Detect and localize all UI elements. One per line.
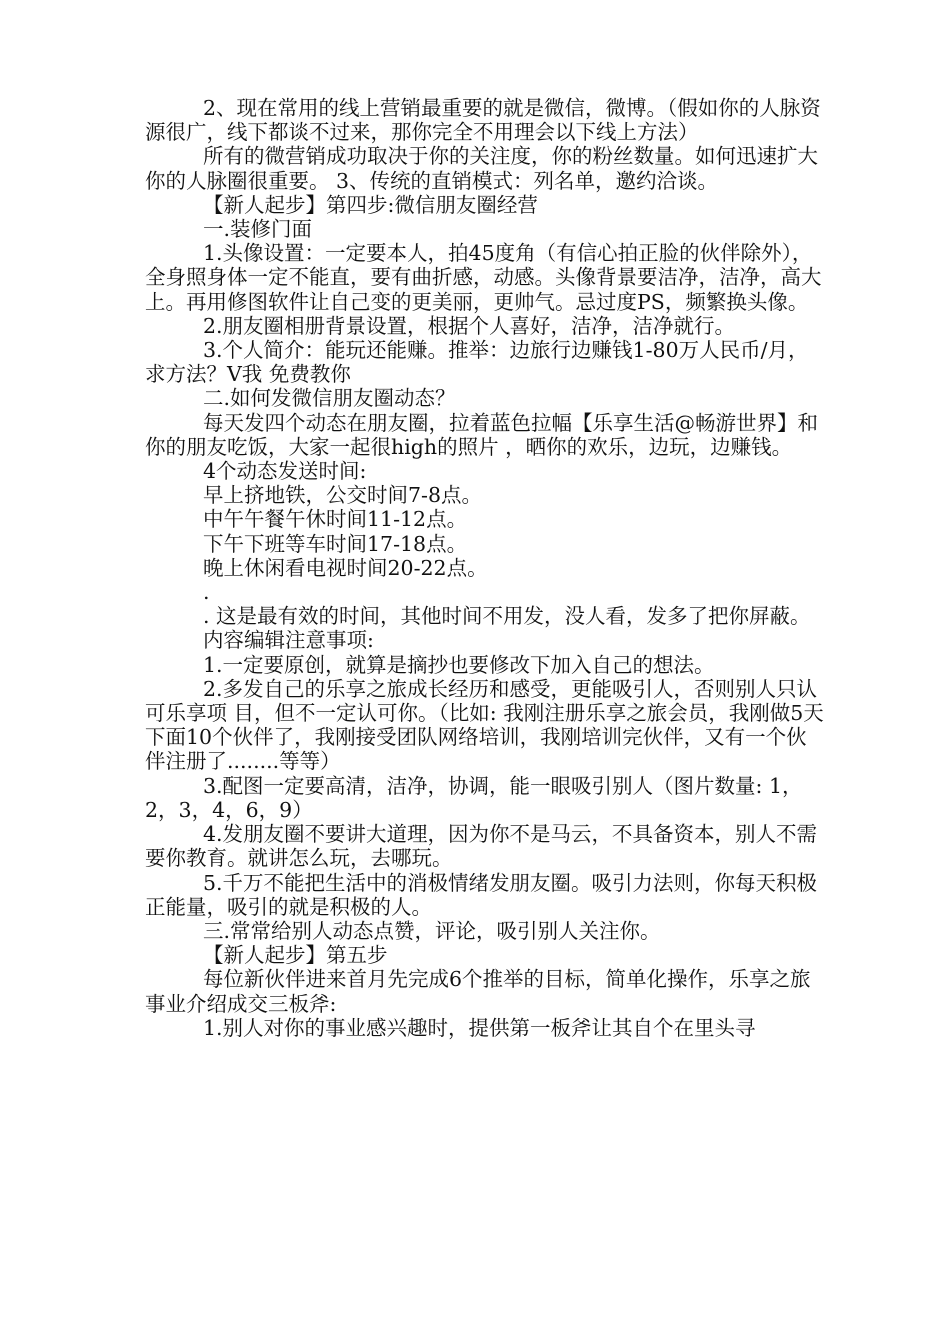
paragraph: 所有的微营销成功取决于你的关注度，你的粉丝数量。如何迅速扩大你的人脉圈很重要。 3、传统的直销模式：列名单，邀约洽谈。 — [145, 144, 818, 193]
paragraph: 每天发四个动态在朋友圈，拉着蓝色拉幅【乐享生活@畅游世界】和你的朋友吃饭，大家一起很high的照片 ，晒你的欢乐，边玩，边赚钱。 — [145, 410, 818, 459]
paragraph: . — [203, 580, 210, 605]
section-heading: 【新人起步】第四步:微信朋友圈经营 — [203, 192, 538, 217]
list-item: 1.一定要原创，就算是摘抄也要修改下加入自己的想法。 — [203, 652, 715, 677]
list-item: 晚上休闲看电视时间20-22点。 — [203, 555, 488, 580]
paragraph: 2、现在常用的线上营销最重要的就是微信，微博。（假如你的人脉资源很广，线下都谈不过来，那你完全不用理会以下线上方法） — [145, 96, 821, 145]
list-item: 中午午餐午休时间11-12点。 — [203, 507, 468, 532]
list-item: 5.千万不能把生活中的消极情绪发朋友圈。吸引力法则，你每天积极正能量，吸引的就是积极的人。 — [145, 870, 818, 919]
subheading: 内容编辑注意事项: — [203, 628, 374, 653]
list-item: 2.多发自己的乐享之旅成长经历和感受，更能吸引人，否则别人只认可乐享项 目，但不一定认可你。（比如: 我刚注册乐享之旅会员，我刚做5天下面10个伙伴了，我刚接受团队网络培训，我刚培训完伙伴，又有一个伙伴注册了........等等） — [145, 676, 824, 774]
section-heading: 【新人起步】第五步 — [203, 943, 388, 968]
list-item: 4.发朋友圈不要讲大道理，因为你不是马云，不具备资本，别人不需要你教育。就讲怎么玩，去哪玩。 — [145, 822, 818, 871]
list-item: 1.别人对你的事业感兴趣时，提供第一板斧让其自个在里头寻 — [203, 1015, 756, 1040]
paragraph: . 这是最有效的时间，其他时间不用发，没人看，发多了把你屏蔽。 — [203, 604, 811, 629]
paragraph: 4个动态发送时间: — [203, 459, 367, 484]
list-item: 2.朋友圈相册背景设置，根据个人喜好，洁净，洁净就行。 — [203, 313, 736, 338]
subheading: 一.装修门面 — [203, 217, 313, 242]
document-body — [145, 96, 825, 1040]
list-item: 1.头像设置：一定要本人，拍45度角（有信心拍正脸的伙伴除外），全身照身体一定不能直，要有曲折感，动感。头像背景要洁净，洁净，高大上。再用修图软件让自己变的更美丽，更帅气。忌过度PS，频繁换头像。 — [145, 241, 822, 314]
paragraph: 每位新伙伴进来首月先完成6个推举的目标，简单化操作，乐享之旅事业介绍成交三板斧: — [145, 967, 811, 1016]
subheading: 三.常常给别人动态点赞，评论，吸引别人关注你。 — [203, 918, 661, 943]
subheading: 二.如何发微信朋友圈动态？ — [203, 386, 456, 411]
list-item: 下午下班等车时间17-18点。 — [203, 531, 468, 556]
list-item: 早上挤地铁，公交时间7-8点。 — [203, 483, 483, 508]
list-item: 3.个人简介：能玩还能赚。推举：边旅行边赚钱1-80万人民币/月，求方法？V我 免费教你 — [145, 338, 809, 387]
list-item: 3.配图一定要高清，洁净，协调，能一眼吸引别人（图片数量: 1，2，3，4，6，9） — [145, 773, 803, 822]
